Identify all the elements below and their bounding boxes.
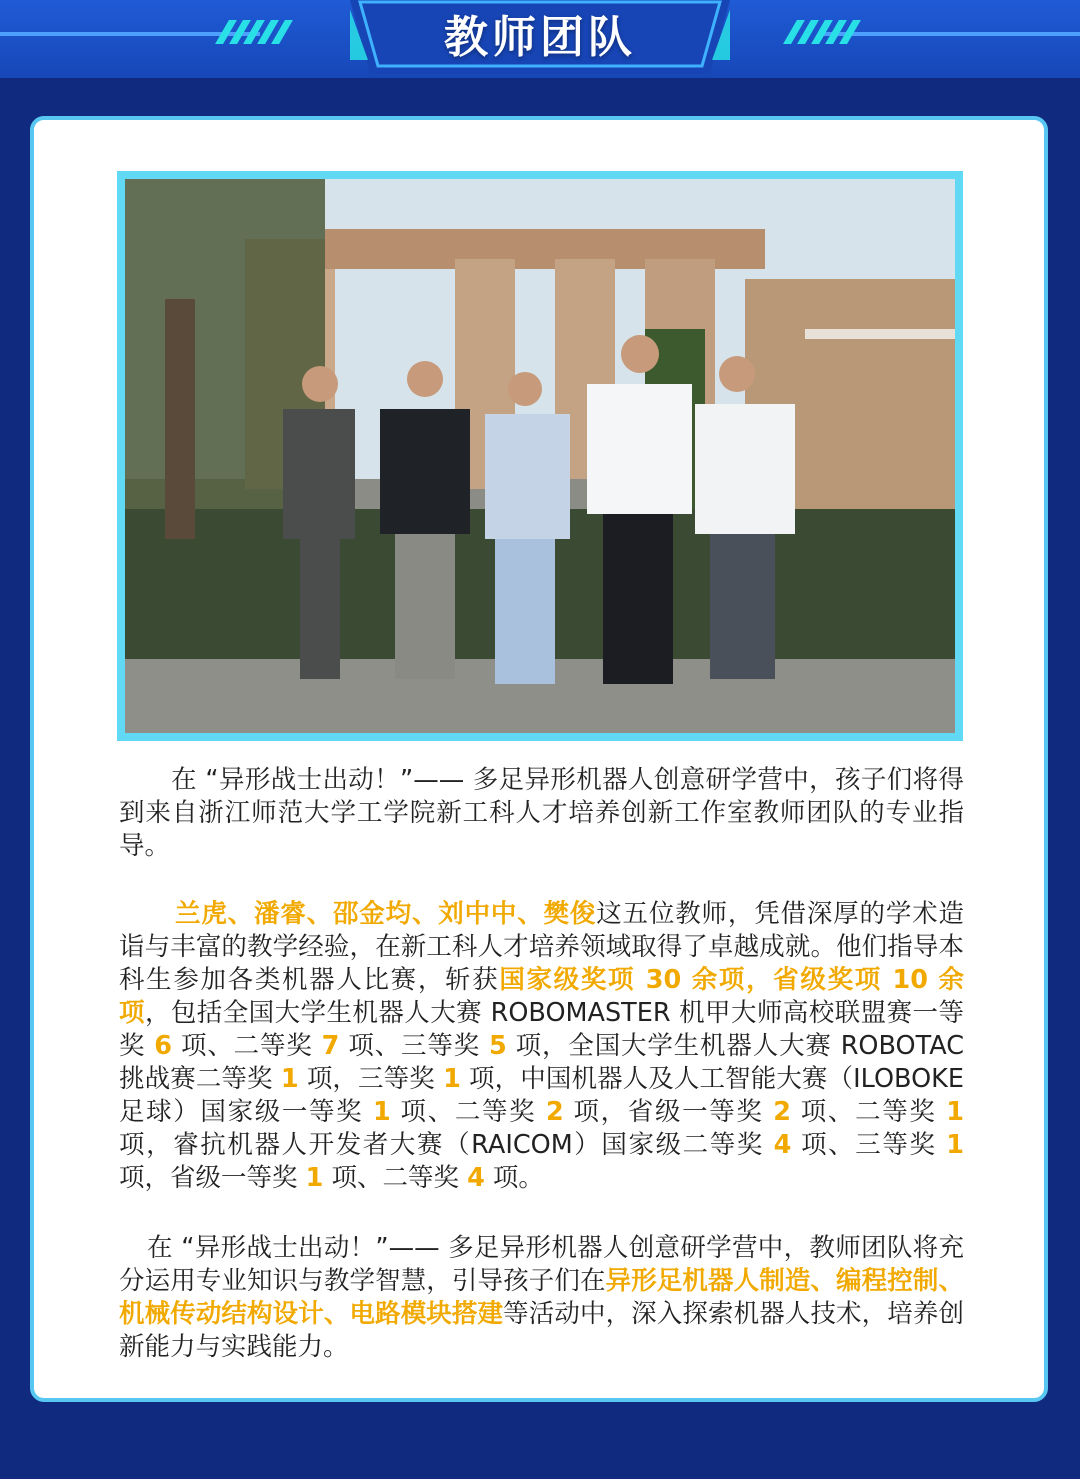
activities-highlight: 异形足机器人制造、编程控制、机械传动结构设计、电路模块搭建: [119, 1266, 964, 1329]
award-count: 7: [321, 1031, 340, 1061]
award-count: 5: [488, 1031, 507, 1061]
achievements-text-1: 这五位教师，凭借深厚的学术造诣与丰富的教学经验，在新工科人才培养领域取得了卓越成就。他们指导本科生参加各类机器人比赛，斩获: [119, 899, 964, 995]
achievements-text-6: 项，三等奖: [298, 1064, 444, 1094]
achievements-text-11: 项，睿抗机器人开发者大赛（RAICOM）国家级二等奖: [119, 1130, 774, 1160]
paragraph-intro: [119, 764, 964, 863]
achievements-text-4: 项、三等奖: [339, 1031, 489, 1061]
award-count: 2: [546, 1097, 564, 1127]
award-count: 6: [154, 1031, 173, 1061]
stripe-decoration-right: [790, 20, 880, 44]
achievements-text-15: 项。: [484, 1163, 544, 1193]
header-bar: [0, 0, 1080, 78]
activities-text-1: 在 “异形战士出动！”—— 多足异形机器人创意研学营中，教师团队将充分运用专业知识与教学智慧，引导孩子们在: [119, 1233, 964, 1296]
award-count: 1: [946, 1130, 964, 1160]
achievements-text-7: 项，中国机器人及人工智能大赛（ILOBOKE 足球）国家级一等奖: [119, 1064, 964, 1127]
paragraph-achievements: [119, 898, 964, 1195]
award-count: 2: [773, 1097, 792, 1127]
achievements-text-13: 项，省级一等奖: [119, 1163, 306, 1193]
team-photo-image: [125, 179, 955, 733]
award-count: 1: [280, 1064, 299, 1094]
achievements-text-8: 项、二等奖: [390, 1097, 547, 1127]
stripe-decoration-left: [222, 20, 312, 44]
award-count: 1: [946, 1097, 964, 1127]
award-count: 1: [305, 1163, 324, 1193]
teacher-names: 兰虎、潘睿、邵金均、刘中中、樊俊: [175, 899, 597, 929]
achievements-text-9: 项，省级一等奖: [563, 1097, 774, 1127]
award-count: 4: [467, 1163, 485, 1193]
achievements-text-5: 项，全国大学生机器人大赛 ROBOTAC 挑战赛二等奖: [119, 1031, 964, 1094]
achievements-text-3: 项、二等奖: [172, 1031, 322, 1061]
award-count: 4: [773, 1130, 792, 1160]
activities-text-2: 等活动中，深入探索机器人技术，培养创新能力与实践能力。: [119, 1299, 964, 1362]
achievements-text-12: 项、三等奖: [791, 1130, 947, 1160]
page-title: 教师团队: [444, 12, 636, 63]
paragraph-intro-text: 在 “异形战士出动！”—— 多足异形机器人创意研学营中，孩子们将得到来自浙江师范大学工学院新工科人才培养创新工作室教师团队的专业指导。: [119, 765, 964, 861]
award-count: 1: [443, 1064, 461, 1094]
award-highlight: 国家级奖项 30 余项，省级奖项 10 余项: [119, 965, 964, 1028]
team-photo: [117, 171, 963, 741]
achievements-text-10: 项、二等奖: [791, 1097, 947, 1127]
paragraph-activities: [119, 1232, 964, 1364]
award-count: 1: [373, 1097, 391, 1127]
achievements-text-14: 项、二等奖: [323, 1163, 468, 1193]
achievements-text-2: ，包括全国大学生机器人大赛 ROBOMASTER 机甲大师高校联盟赛一等奖: [119, 998, 964, 1061]
